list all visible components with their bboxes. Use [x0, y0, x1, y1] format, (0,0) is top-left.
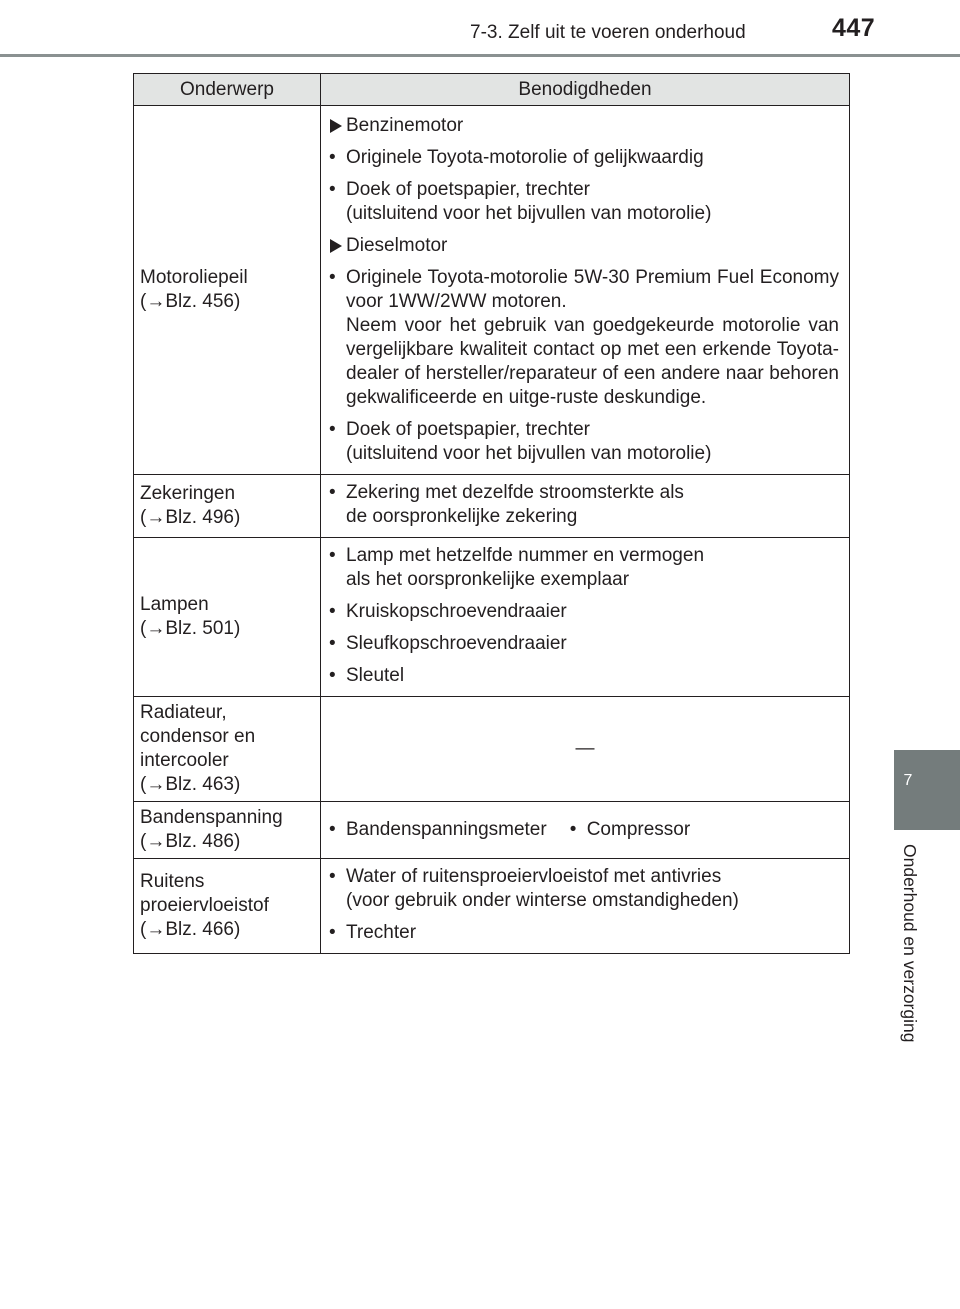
- subject-line: Radiateur,: [140, 702, 227, 723]
- chapter-tab: [894, 750, 960, 830]
- subject-line: intercooler: [140, 750, 229, 771]
- subject-line: Lampen: [140, 594, 209, 615]
- list-item: • Originele Toyota-motorolie of gelijkwaardig: [328, 146, 839, 170]
- list-item: • Sleufkopschroevendraaier: [328, 632, 839, 656]
- page-reference: (→Blz. 496): [140, 507, 241, 528]
- table-row: [134, 859, 850, 954]
- row-supplies: [321, 802, 850, 859]
- list-item: • Sleutel: [328, 664, 839, 688]
- subject-line: proeiervloeistof: [140, 895, 269, 916]
- page-reference: (→Blz. 463): [140, 774, 241, 795]
- no-supplies-dash: —: [575, 738, 595, 759]
- chapter-title-vertical: [893, 844, 923, 1074]
- row-subject: [134, 475, 321, 538]
- list-item: • Doek of poetspapier, trechter (uitsluitend voor het bijvullen van motorolie): [328, 418, 839, 466]
- list-item: • Bandenspanningsmeter: [328, 818, 547, 842]
- row-subject: [134, 859, 321, 954]
- page-reference: (→Blz. 501): [140, 618, 241, 639]
- subject-line: Zekeringen: [140, 483, 236, 504]
- list-item: • Doek of poetspapier, trechter (uitsluitend voor het bijvullen van motorolie): [328, 178, 839, 226]
- list-item: • Lamp met hetzelfde nummer en vermogen als het oorspronkelijke exemplaar: [328, 544, 839, 592]
- table-row: [134, 697, 850, 802]
- row-subject: [134, 802, 321, 859]
- page-number: 447: [832, 14, 876, 42]
- page-reference: (→Blz. 486): [140, 831, 241, 852]
- list-item: • Kruiskopschroevendraaier: [328, 600, 839, 624]
- engine-type-heading: Benzinemotor: [328, 114, 839, 138]
- list-item: • Trechter: [328, 921, 839, 945]
- table-row: [134, 802, 850, 859]
- page-reference: (→Blz. 456): [140, 291, 241, 312]
- engine-type-heading: Dieselmotor: [328, 234, 839, 258]
- subject-line: condensor en: [140, 726, 256, 747]
- header-divider: [0, 54, 960, 57]
- table-row: [134, 475, 850, 538]
- section-title: 7-3. Zelf uit te voeren onderhoud: [470, 22, 746, 43]
- list-item: • Zekering met dezelfde stroomsterkte als de oorspronkelijke zekering: [328, 481, 839, 529]
- subject-line: Ruitens: [140, 871, 205, 892]
- row-supplies: [321, 538, 850, 697]
- list-item: • Compressor: [569, 818, 690, 842]
- table-header-row: [134, 74, 850, 106]
- row-supplies: [321, 859, 850, 954]
- list-item: • Originele Toyota-motorolie 5W-30 Premium Fuel Economy voor 1WW/2WW motoren. Neem voor het gebruik van goedgekeurde motorolie van vergelijkbare kwaliteit contact op met een erkende Toyota-dealer of hersteller/reparateur of een andere naar behoren gekwalificeerde en uitge-ruste deskundige.: [328, 266, 839, 410]
- row-subject: [134, 538, 321, 697]
- chapter-number: 7: [903, 772, 913, 789]
- row-subject: [134, 697, 321, 802]
- subject-line: Motoroliepeil: [140, 267, 248, 288]
- column-header-subject: Onderwerp: [134, 74, 321, 106]
- table-row: [134, 538, 850, 697]
- supplies-table: [133, 73, 850, 954]
- subject-line: Bandenspanning: [140, 807, 283, 828]
- row-supplies: [321, 475, 850, 538]
- table-row: [134, 106, 850, 475]
- row-supplies: [321, 697, 850, 802]
- chapter-title: Onderhoud en verzorging: [900, 844, 920, 1043]
- page-reference: (→Blz. 466): [140, 919, 241, 940]
- column-header-supplies: Benodigdheden: [321, 74, 850, 106]
- list-item: • Water of ruitensproeiervloeistof met antivries (voor gebruik onder winterse omstandigheden): [328, 865, 839, 913]
- row-supplies: [321, 106, 850, 475]
- row-subject: [134, 106, 321, 475]
